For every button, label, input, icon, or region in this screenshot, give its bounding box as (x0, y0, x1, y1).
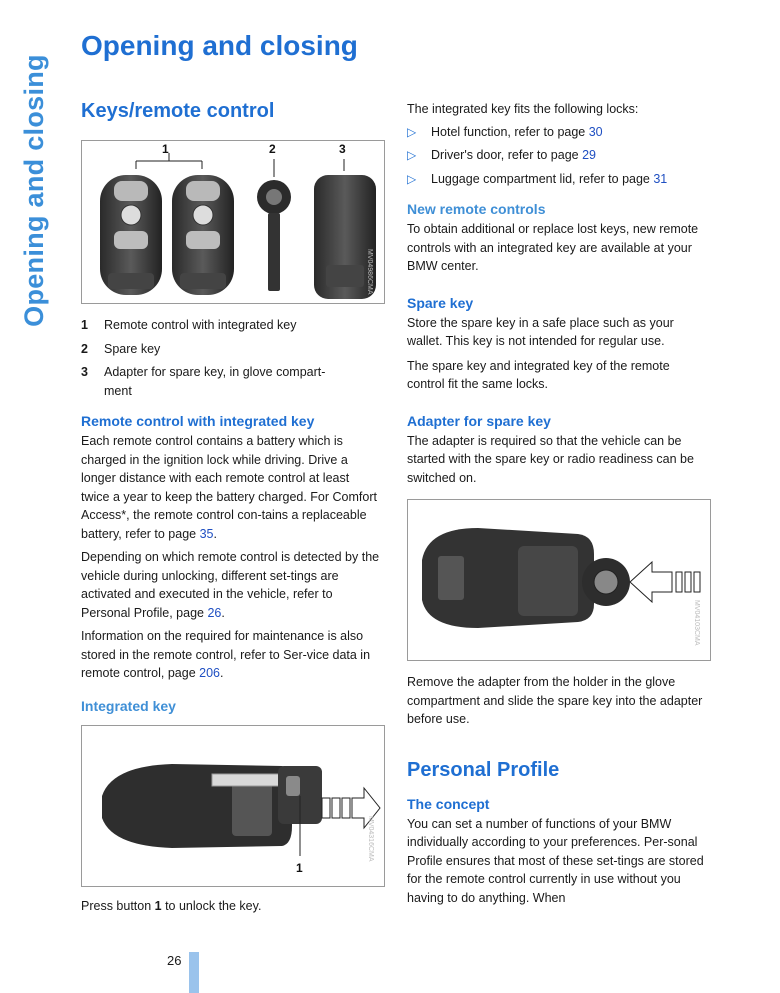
remote-heading: Remote control with integrated key (81, 413, 315, 429)
locks-list-item: ▷ Luggage compartment lid, refer to page 31 (407, 170, 707, 189)
key-list-item (81, 340, 381, 359)
adapter-paragraph: The adapter is required so that the vehicle can be started with the spare key or radio readiness can be switched on. (407, 433, 694, 485)
concept-paragraph: You can set a number of functions of your BMW individually according to your preferences. Per-sonal Profile ensures that most of these set-tings are stored for the remote control currently in use without you having to do anything. When (407, 816, 704, 905)
callout-3: 3 (339, 142, 346, 156)
callout-1: 1 (162, 142, 169, 156)
locks-list (407, 123, 707, 189)
integrated-heading: Integrated key (81, 697, 176, 714)
remove-adapter-paragraph: Remove the adapter from the holder in the glove compartment and slide the spare key into the adapter before use. (407, 675, 703, 726)
adapter-heading: Adapter for spare key (407, 412, 551, 429)
new-remote-heading: New remote controls (407, 201, 546, 217)
new-remote-paragraph: To obtain additional or replace lost keys, new remote controls with an integrated key are available at your BMW center. (407, 222, 699, 273)
page-link[interactable]: 30 (588, 124, 603, 139)
key-list-item (81, 316, 381, 335)
figure-code-1: MV04986CMA (366, 249, 373, 295)
keys-heading: Keys/remote control (81, 100, 275, 122)
item-text: Spare key (104, 341, 161, 356)
remote-paragraph-3: Information on the required for maintenance is also stored in the remote control, refer to Ser-vice data in remote control, page 206. (81, 629, 371, 680)
locks-list-item: ▷ Hotel function, refer to page 30 (407, 123, 707, 142)
side-tab-label: Opening and closing (18, 53, 49, 327)
integrated-key-illustration (82, 726, 384, 886)
callout-button-1: 1 (296, 860, 303, 875)
page-link[interactable]: 31 (653, 171, 668, 186)
adapter-illustration (408, 500, 710, 660)
item-text: Adapter for spare key, in glove compart- ment (104, 365, 326, 398)
key-list-item (81, 363, 381, 400)
spare-key-paragraph-1: Store the spare key in a safe place such as your wallet. This key is not intended for regular use. (407, 315, 674, 348)
locks-list-item: ▷ Driver's door, refer to page 29 (407, 146, 707, 165)
item-text: Remote control with integrated key (104, 318, 297, 332)
figure-code-2: MV04316CMA (367, 815, 374, 862)
spare-key (257, 180, 291, 291)
right-column (407, 100, 707, 907)
remote-paragraph-1: Each remote control contains a battery which is charged in the ignition lock while driving. Drive a longer distance with each remote control at least twice a year to keep the battery charged. For Comfort Access*, the remote control con-tains a replaceable battery, refer to page 35. (81, 434, 377, 541)
remote-fob-2 (172, 175, 234, 295)
item-num: 1 (81, 318, 88, 332)
page-link[interactable]: 29 (582, 148, 596, 162)
item-num: 2 (81, 341, 88, 356)
left-column (81, 98, 381, 915)
adapter-figure (407, 499, 711, 661)
personal-profile-heading: Personal Profile (407, 758, 560, 781)
insert-arrow (630, 562, 700, 602)
spare-key-heading: Spare key (407, 294, 474, 311)
page-number: 26 (167, 953, 182, 968)
keys-figure (81, 140, 385, 304)
triangle-bullet-icon: ▷ (407, 124, 417, 139)
item-num: 3 (81, 365, 88, 379)
locks-intro: The integrated key fits the following locks: (407, 102, 639, 116)
spare-key-inserted (582, 558, 630, 606)
callout-2: 2 (269, 142, 276, 156)
page-link[interactable]: 206 (199, 666, 220, 680)
remote-fob-1 (100, 175, 162, 295)
page-number-bar (189, 952, 199, 993)
page-link[interactable]: 26 (207, 605, 222, 620)
remote-paragraph-2: Depending on which remote control is detected by the vehicle during unlocking, different set-tings are activated and executed in the vehicle, refer to Personal Profile, page 26. (81, 550, 380, 620)
concept-heading: The concept (407, 795, 490, 812)
side-tab (14, 30, 54, 350)
page-title: Opening and closing (81, 30, 358, 61)
triangle-bullet-icon: ▷ (407, 171, 417, 186)
integrated-key-figure (81, 725, 385, 887)
key-list (81, 316, 381, 400)
press-button-text: Press button 1 to unlock the key. (81, 898, 262, 913)
figure-code-3: MV04103CMA (693, 600, 700, 646)
triangle-bullet-icon: ▷ (407, 148, 417, 162)
page-link[interactable]: 35 (199, 526, 214, 541)
adapter-body (422, 528, 594, 628)
keys-illustration (82, 141, 384, 303)
spare-key-paragraph-2: The spare key and integrated key of the remote control fit the same locks. (407, 358, 670, 391)
